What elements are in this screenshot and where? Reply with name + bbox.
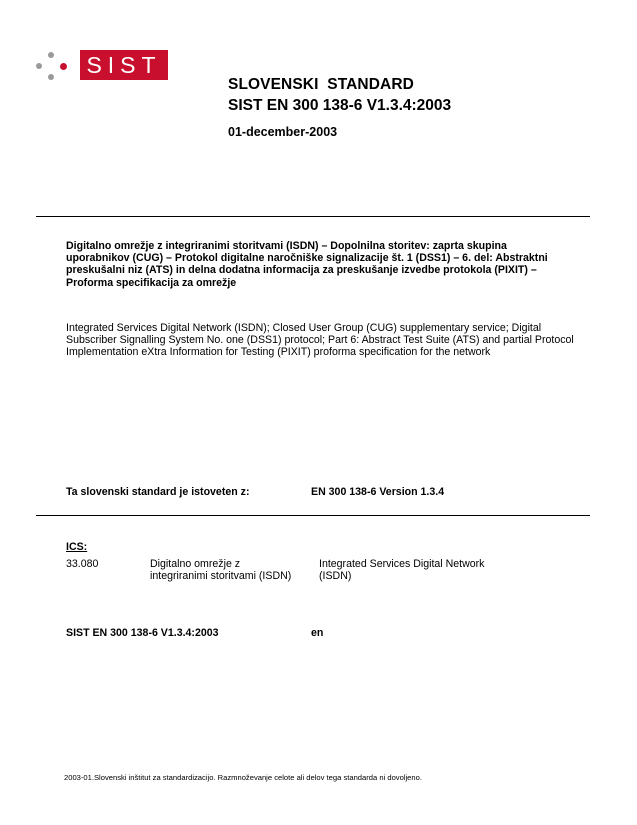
english-title: Integrated Services Digital Network (ISDN); Closed User Group (CUG) supplementary service; Digital Subscriber Signalling System No. one (DSS1) protocol; Part 6: Abstract Test Suite (ATS) and partial Protocol Implementation eXtra Information for Testing (PIXIT) proforma specification for the network bbox=[66, 322, 574, 359]
identity-label: Ta slovenski standard je istoveten z: bbox=[66, 486, 250, 498]
logo-dot bbox=[48, 52, 54, 58]
logo-dot bbox=[36, 63, 42, 69]
ics-code: 33.080 bbox=[66, 558, 99, 570]
ics-slovenian-description: Digitalno omrežje z integriranimi storitvami (ISDN) bbox=[150, 558, 292, 583]
standard-heading: SLOVENSKI STANDARD bbox=[228, 76, 414, 93]
sist-logo-dots bbox=[36, 52, 72, 86]
top-divider bbox=[36, 216, 590, 217]
copyright-footer: 2003-01.Slovenski inštitut za standardizacijo. Razmnoževanje celote ali delov tega standarda ni dovoljeno. bbox=[64, 773, 422, 782]
document-code: SIST EN 300 138-6 V1.3.4:2003 bbox=[66, 627, 219, 639]
sist-logo: SIST bbox=[80, 50, 168, 80]
slovenian-title: Digitalno omrežje z integriranimi storitvami (ISDN) – Dopolnilna storitev: zaprta skupina uporabnikov (CUG) – Protokol digitalne naročniške signalizacije št. 1 (DSS1) – 6. del: Abstraktni preskušalni niz (ATS) in delna dodatna informacija za preskušanje izvedbe protokola (PIXIT) – Proforma specifikacija za omrežje bbox=[66, 240, 548, 289]
middle-divider bbox=[36, 515, 590, 516]
logo-dot bbox=[48, 74, 54, 80]
ics-english-description: Integrated Services Digital Network (ISDN) bbox=[319, 558, 485, 583]
standard-code: SIST EN 300 138-6 V1.3.4:2003 bbox=[228, 97, 452, 114]
logo-dot bbox=[60, 63, 67, 70]
standard-date: 01-december-2003 bbox=[228, 125, 338, 139]
identity-value: EN 300 138-6 Version 1.3.4 bbox=[311, 486, 445, 498]
ics-label: ICS: bbox=[66, 541, 88, 553]
document-language: en bbox=[311, 627, 324, 639]
